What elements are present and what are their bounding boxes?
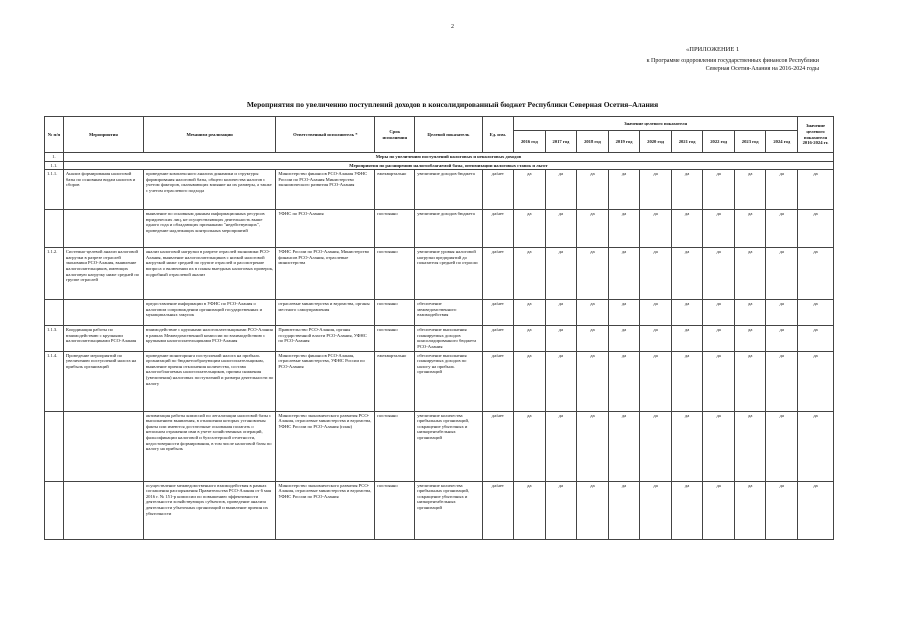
header-year: 2019 год [608, 131, 640, 153]
table-row [45, 248, 834, 300]
row-final-value: да [798, 248, 834, 300]
row-indicator: обеспечение выполнения планируемых доходов консолидированного бюджета РСО-Алания [415, 326, 482, 351]
row-year-value: да [734, 210, 766, 248]
row-unit: да/нет [482, 481, 514, 539]
header-num: № п/п [45, 117, 64, 153]
row-year-value: да [577, 411, 609, 481]
row-year-value: да [734, 300, 766, 326]
row-year-value: да [514, 170, 546, 210]
appendix-subtitle-line: к Программе оздоровления государственных финансов Республики [646, 58, 819, 64]
row-year-value: да [640, 351, 672, 411]
appendix-title: «ПРИЛОЖЕНИЕ 1 [686, 46, 740, 53]
row-year-value: да [766, 248, 798, 300]
row-mechanism: предоставление информации в УФНС по РСО-Алания о налоговом сопровождении организаций государственных и муниципальных закупок [143, 300, 276, 326]
row-deadline: постоянно [375, 481, 415, 539]
row-year-value: да [703, 411, 735, 481]
row-year-value: да [577, 300, 609, 326]
row-year-value: да [545, 411, 577, 481]
row-year-value: да [608, 326, 640, 351]
row-final-value: да [798, 300, 834, 326]
table-row [45, 351, 834, 411]
row-unit: да/нет [482, 411, 514, 481]
row-indicator: обеспечение выполнения планируемых доходов по налогу на прибыль организаций [415, 351, 482, 411]
row-year-value: да [577, 248, 609, 300]
row-year-value: да [577, 326, 609, 351]
header-mechanism: Механизм реализации [143, 117, 276, 153]
row-year-value: да [734, 411, 766, 481]
row-year-value: да [671, 170, 703, 210]
header-year: 2016 год [514, 131, 546, 153]
table-row [45, 210, 834, 248]
row-year-value: да [671, 411, 703, 481]
row-measure [63, 411, 143, 481]
row-measure [63, 481, 143, 539]
header-year: 2018 год [577, 131, 609, 153]
row-num: 1.1.4. [45, 351, 64, 411]
row-year-value: да [640, 210, 672, 248]
row-year-value: да [577, 210, 609, 248]
row-deadline: постоянно [375, 300, 415, 326]
row-year-value: да [703, 481, 735, 539]
row-deadline: постоянно [375, 326, 415, 351]
table-row [45, 170, 834, 210]
row-final-value: да [798, 411, 834, 481]
row-indicator: увеличение доходов бюджета [415, 210, 482, 248]
row-final-value: да [798, 210, 834, 248]
row-year-value: да [545, 300, 577, 326]
row-mechanism: проведение комплексного анализа динамики и структуры формирования налоговой базы, общего количества налогов с учетом факторов, оказывающих влияние на их размеры, а также с учетом отраслевого подхода [143, 170, 276, 210]
row-year-value: да [766, 170, 798, 210]
header-unit: Ед. изм. [482, 117, 514, 153]
header-responsible: Ответственный исполнитель * [276, 117, 375, 153]
row-year-value: да [514, 326, 546, 351]
row-responsible: Министерство финансов РСО-Алания, отраслевые министерства, УФНС России по РСО-Алания [276, 351, 375, 411]
section-row [45, 153, 834, 162]
row-year-value: да [671, 351, 703, 411]
appendix-subtitle-line: Северная Осетия-Алания на 2016-2024 годы [705, 65, 819, 72]
row-deadline: постоянно [375, 248, 415, 300]
row-responsible: отраслевые министерства и ведомства, органы местного самоуправления [276, 300, 375, 326]
header-year: 2023 год [734, 131, 766, 153]
header-measure: Мероприятия [63, 117, 143, 153]
row-unit: да/нет [482, 300, 514, 326]
header-year: 2021 год [671, 131, 703, 153]
header-target-group: Значение целевого показателя [514, 117, 798, 131]
row-mechanism: выявление по основным данным информационных ресурсов юридических лиц, не осуществляющих деятельность выше одного года и обладающих признаками "недействующих", проведение надлежащих контрольных мероприятий [143, 210, 276, 248]
row-year-value: да [703, 351, 735, 411]
row-year-value: да [577, 170, 609, 210]
row-year-value: да [640, 248, 672, 300]
row-deadline: постоянно [375, 411, 415, 481]
row-year-value: да [734, 170, 766, 210]
row-year-value: да [766, 326, 798, 351]
row-unit: да/нет [482, 170, 514, 210]
row-year-value: да [577, 481, 609, 539]
row-responsible: Правительство РСО-Алания, органы государственной власти РСО-Алания, УФНС по РСО-Алания [276, 326, 375, 351]
row-unit: да/нет [482, 210, 514, 248]
row-deadline: ежеквартально [375, 170, 415, 210]
header-year: 2017 год [545, 131, 577, 153]
row-measure: Системно-целевой анализ налоговой нагрузки в разрезе отраслей экономики РСО-Алания, выявление налогоплательщиков, имеющих налоговую нагрузку ниже средней по группе отраслей [63, 248, 143, 300]
row-num: 1.1.3. [45, 326, 64, 351]
row-year-value: да [514, 300, 546, 326]
row-mechanism: взаимодействие с крупными налогоплательщиками РСО-Алания в рамках Межведомственной комиссии по взаимодействию с крупными налогоплательщиками РСО-Алания [143, 326, 276, 351]
row-year-value: да [640, 326, 672, 351]
row-year-value: да [545, 481, 577, 539]
row-num [45, 300, 64, 326]
row-year-value: да [640, 411, 672, 481]
row-responsible: Министерство экономического развития РСО-Алания, отраслевые министерства и ведомства, УФНС России по РСО-Алания [276, 481, 375, 539]
row-year-value: да [766, 411, 798, 481]
row-year-value: да [640, 300, 672, 326]
header-indicator: Целевой показатель [415, 117, 482, 153]
row-unit: да/нет [482, 326, 514, 351]
row-final-value: да [798, 170, 834, 210]
row-mechanism: активизация работы комиссий по легализации налоговой базы с выполнением выявления, в отношении которых установлены факты или имеются достаточные основания полагать о неполном отражении ими в учете хозяйственных операций, фальсификации налоговой и бухгалтерской отчетности, недостоверности формирования, в том числе налоговой базы по налогу на прибыль [143, 411, 276, 481]
row-year-value: да [608, 411, 640, 481]
row-deadline: ежеквартально [375, 351, 415, 411]
row-year-value: да [703, 210, 735, 248]
row-mechanism: проведение мониторинга поступлений налога на прибыль организаций по бюджетообразующим налогоплательщикам, выявление причин отклонения количества, состава налогооблагаемых налогоплательщиков, причин снижения (увеличения) налоговых поступлений и размера деятельности по налогу [143, 351, 276, 411]
row-responsible: Министерство экономического развития РСО-Алания, отраслевые министерства и ведомства, УФНС России по РСО-Алания (план) [276, 411, 375, 481]
section-title: Меры по увеличению поступлений налоговых и неналоговых доходов [63, 153, 833, 162]
section-num: 1. [45, 153, 64, 162]
table-row [45, 326, 834, 351]
row-year-value: да [514, 411, 546, 481]
row-year-value: да [608, 481, 640, 539]
subsection-row [45, 161, 834, 170]
appendix-subtitle [647, 58, 819, 73]
header-year: 2020 год [640, 131, 672, 153]
row-measure: Анализ формирования налоговой базы по основным видам налогов и сборов [63, 170, 143, 210]
row-mechanism: анализ налоговой нагрузки в разрезе отраслей экономики РСО-Алания, выявление налогоплательщиков с низкой налоговой нагрузкой ниже средней по группе отраслей и рассмотрение вопроса о включении их в планы выездных налоговых проверок, подробный отраслевой анализ [143, 248, 276, 300]
row-measure: Проведение мероприятий по увеличению поступлений налога на прибыль организаций [63, 351, 143, 411]
row-year-value: да [514, 248, 546, 300]
row-deadline: постоянно [375, 210, 415, 248]
row-final-value: да [798, 326, 834, 351]
row-indicator: увеличение количества прибыльных организаций, сокращение убыточных и низкорентабельных организаций [415, 411, 482, 481]
table-row [45, 481, 834, 539]
row-year-value: да [608, 300, 640, 326]
row-indicator: обеспечение межведомственного взаимодействия [415, 300, 482, 326]
row-year-value: да [577, 351, 609, 411]
row-year-value: да [766, 210, 798, 248]
row-year-value: да [671, 210, 703, 248]
row-indicator: увеличение доходов бюджета [415, 170, 482, 210]
row-indicator: увеличение уровня налоговой нагрузки предприятий до показателя средней по отрасли [415, 248, 482, 300]
row-year-value: да [608, 170, 640, 210]
row-year-value: да [640, 170, 672, 210]
subsection-num: 1.1. [45, 161, 64, 170]
row-year-value: да [640, 481, 672, 539]
header-row [45, 117, 834, 131]
row-year-value: да [545, 210, 577, 248]
row-measure [63, 210, 143, 248]
measures-table [44, 116, 834, 540]
row-year-value: да [671, 248, 703, 300]
row-year-value: да [734, 326, 766, 351]
row-unit: да/нет [482, 248, 514, 300]
row-mechanism: осуществление межведомственного взаимодействия в рамках соглашения распоряжения Правительства РСО-Алания от 6 мая 2016 г. № 151-р комиссии по повышению эффективности деятельности хозяйствующих субъектов, проведение анализа деятельности убыточных организаций и выявление причин их убыточности [143, 481, 276, 539]
row-year-value: да [671, 481, 703, 539]
row-year-value: да [671, 326, 703, 351]
row-year-value: да [766, 300, 798, 326]
document-title: Мероприятия по увеличению поступлений доходов в консолидированный бюджет Республики Северная Осетия–Алания [246, 100, 659, 109]
row-year-value: да [514, 210, 546, 248]
header-deadline: Срок исполнения [375, 117, 415, 153]
row-year-value: да [545, 248, 577, 300]
header-final: Значение целевого показателя 2016-2024 гг. [798, 117, 834, 153]
row-year-value: да [734, 481, 766, 539]
row-num [45, 210, 64, 248]
header-year: 2024 год [766, 131, 798, 153]
row-year-value: да [608, 210, 640, 248]
row-year-value: да [734, 351, 766, 411]
row-responsible: Министерство финансов РСО-Алания УФНС России по РСО-Алания Министерство экономического развития РСО-Алания [276, 170, 375, 210]
table-row [45, 411, 834, 481]
row-year-value: да [545, 170, 577, 210]
row-num: 1.1.1. [45, 170, 64, 210]
header-year: 2022 год [703, 131, 735, 153]
row-num [45, 481, 64, 539]
row-year-value: да [545, 351, 577, 411]
row-unit: да/нет [482, 351, 514, 411]
row-indicator: увеличение количества прибыльных организаций, сокращение убыточных и низкорентабельных организаций [415, 481, 482, 539]
row-measure: Координация работы по взаимодействию с крупными налогоплательщиками РСО-Алания [63, 326, 143, 351]
row-year-value: да [703, 248, 735, 300]
row-year-value: да [608, 248, 640, 300]
row-year-value: да [703, 300, 735, 326]
row-year-value: да [545, 326, 577, 351]
row-year-value: да [734, 248, 766, 300]
row-num [45, 411, 64, 481]
table-row [45, 300, 834, 326]
page-number: 2 [451, 24, 454, 30]
row-final-value: да [798, 351, 834, 411]
row-year-value: да [766, 481, 798, 539]
row-year-value: да [766, 351, 798, 411]
row-num: 1.1.2. [45, 248, 64, 300]
row-final-value: да [798, 481, 834, 539]
subsection-title: Мероприятия по расширению налогооблагаемой базы, оптимизации налоговых ставок и льгот [63, 161, 833, 170]
row-year-value: да [703, 326, 735, 351]
row-responsible: УФНС России по РСО-Алания, Министерство финансов РСО-Алания, отраслевые министерства [276, 248, 375, 300]
row-year-value: да [703, 170, 735, 210]
row-measure [63, 300, 143, 326]
row-year-value: да [671, 300, 703, 326]
row-responsible: УФНС по РСО-Алания [276, 210, 375, 248]
row-year-value: да [514, 481, 546, 539]
row-year-value: да [514, 351, 546, 411]
row-year-value: да [608, 351, 640, 411]
